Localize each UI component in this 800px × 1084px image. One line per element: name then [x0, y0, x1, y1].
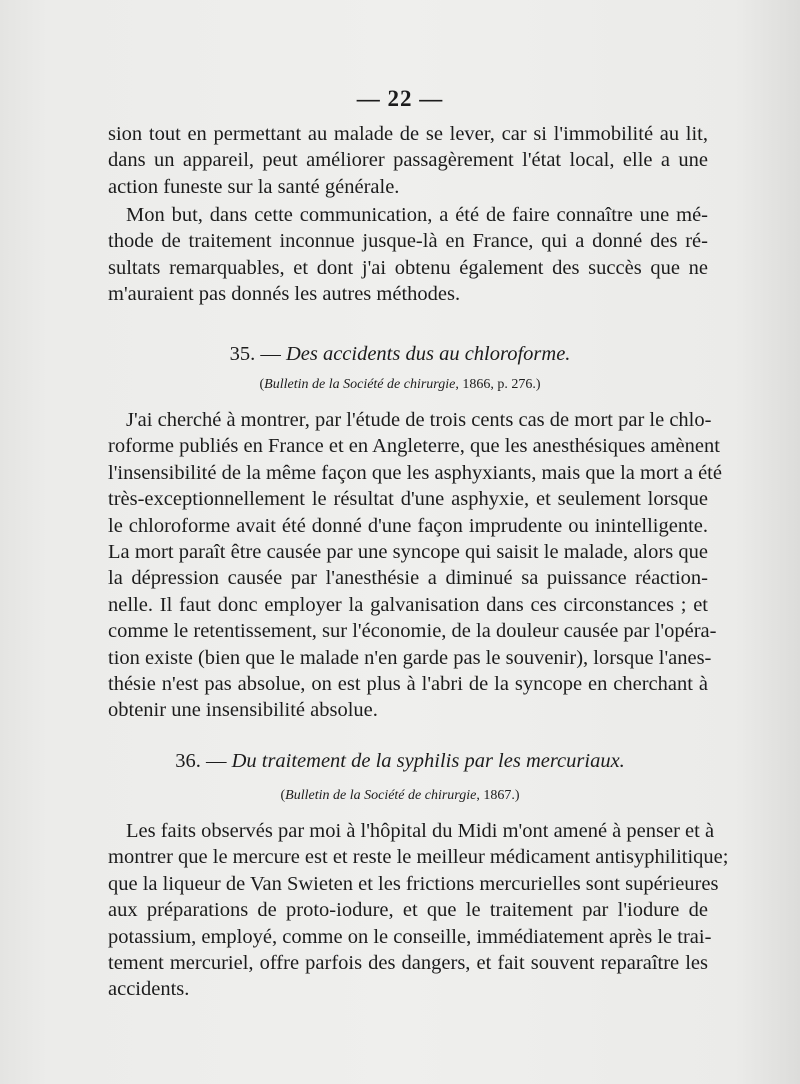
- text-line: le chloroforme avait été donné d'une façon imprudente ou inintelligente.: [108, 514, 708, 537]
- text-line: La mort paraît être causée par une syncope qui saisit le malade, alors que: [108, 541, 708, 564]
- section-35-body: [108, 407, 722, 724]
- text-line: très-exceptionnellement le résultat d'une asphyxie, et seulement lorsque: [108, 488, 708, 511]
- text-line: Les faits observés par moi à l'hôpital du Midi m'ont amené à penser et à: [126, 820, 715, 842]
- text-line: tement mercuriel, offre parfois des dangers, et fait souvent reparaître les: [108, 952, 708, 975]
- section-36-body: [108, 818, 729, 1003]
- paragraph-continuation: [108, 121, 708, 200]
- text-line: que la liqueur de Van Swieten et les frictions mercurielles sont supérieures: [108, 872, 719, 895]
- text-line: sion tout en permettant au malade de se lever, car si l'immobilité au lit,: [108, 123, 708, 145]
- text-line: sultats remarquables, et dont j'ai obtenu également des succès que ne: [108, 256, 708, 279]
- citation-journal: Bulletin de la Société de chirurgie: [285, 788, 477, 803]
- text-line: J'ai cherché à montrer, par l'étude de trois cents cas de mort par le chlo-: [126, 409, 712, 431]
- page-number: — 22 —: [356, 86, 444, 111]
- section-title: Du traitement de la syphilis par les mercuriaux.: [231, 750, 625, 772]
- text-line: l'insensibilité de la même façon que les asphyxiants, mais que la mort a été: [108, 461, 722, 484]
- text-line: Mon but, dans cette communication, a été de faire connaître une mé-: [126, 204, 708, 226]
- section-number: 35. —: [229, 343, 281, 365]
- text-line: action funeste sur la santé générale.: [108, 175, 400, 198]
- section-title: Des accidents dus au chloroforme.: [285, 343, 571, 365]
- text-line: roforme publiés en France et en Angleterre, que les anesthésiques amènent: [108, 435, 720, 458]
- citation-journal: Bulletin de la Société de chirurgie: [264, 377, 456, 392]
- text-line: obtenir une insensibilité absolue.: [108, 699, 378, 722]
- text-line: montrer que le mercure est et reste le meilleur médicament antisyphilitique;: [108, 846, 729, 869]
- text-line: accidents.: [108, 978, 190, 1001]
- section-36-heading: [0, 750, 800, 773]
- text-line: potassium, employé, comme on le conseille, immédiatement après le trai-: [108, 925, 712, 948]
- section-36-citation: (Bulletin de la Société de chirurgie, 1867.): [280, 788, 520, 803]
- section-35-citation: (Bulletin de la Société de chirurgie, 1866, p. 276.): [259, 377, 541, 392]
- text-line: nelle. Il faut donc employer la galvanisation dans ces circonstances ; et: [108, 593, 708, 616]
- text-line: aux préparations de proto-iodure, et que le traitement par l'iodure de: [108, 899, 708, 922]
- text-line: dans un appareil, peut améliorer passagèrement l'état local, elle a une: [108, 149, 708, 172]
- paragraph-purpose: [108, 202, 708, 308]
- section-number: 36. —: [175, 750, 227, 772]
- text-line: comme le retentissement, sur l'économie, de la douleur causée par l'opéra-: [108, 620, 717, 643]
- text-line: tion existe (bien que le malade n'en garde pas le souvenir), lorsque l'anes-: [108, 646, 712, 669]
- section-35-heading: [0, 343, 800, 366]
- text-line: la dépression causée par l'anesthésie a diminué sa puissance réaction-: [108, 567, 708, 590]
- text-line: thésie n'est pas absolue, on est plus à l'abri de la syncope en cherchant à: [108, 673, 708, 696]
- text-line: m'auraient pas donnés les autres méthodes.: [108, 283, 461, 306]
- text-line: thode de traitement inconnue jusque-là en France, qui a donné des ré-: [108, 230, 708, 253]
